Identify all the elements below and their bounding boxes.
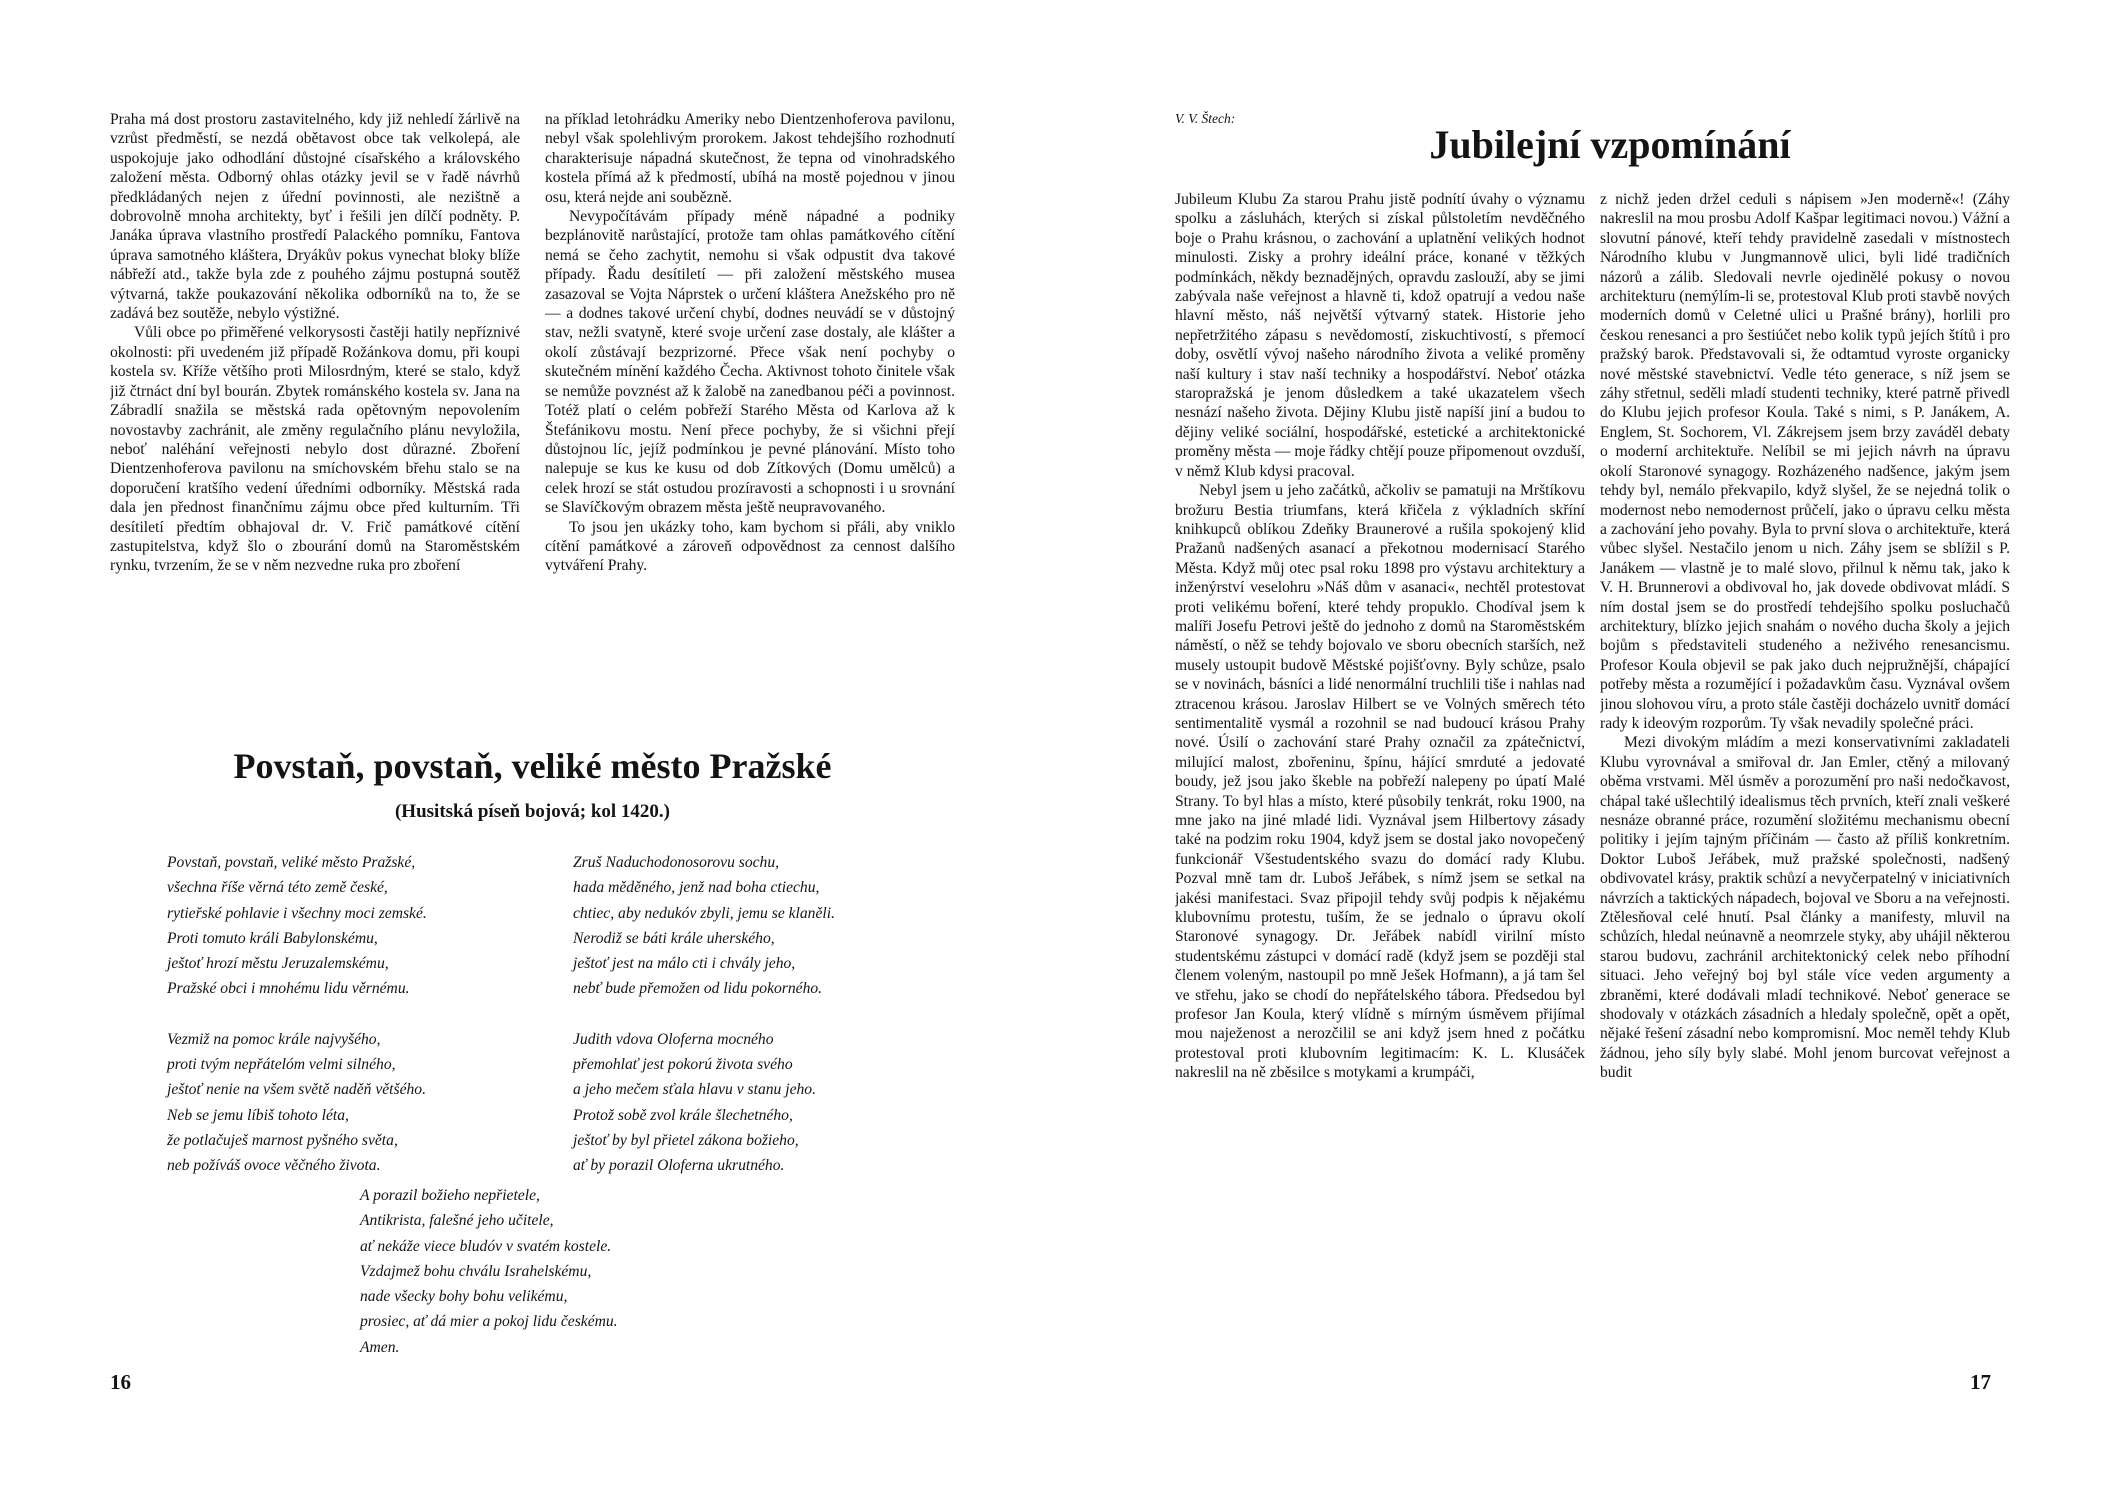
poem-final-stanza [360,1183,618,1360]
poem-line: Povstaň, povstaň, veliké město Pražské, [167,854,416,871]
poem-line: A porazil božieho nepřietele, [360,1187,540,1204]
poem-line: všechna říše věrná této země české, [167,879,388,897]
poem-line: ještoť hrozí městu Jeruzalemskému, [167,955,389,973]
paragraph: Mezi divokým mládím a mezi konservativními zakladateli Klubu vyrovnával a smiřoval dr. Jan Emler, ctěný a milovaný oběma vrstvami. Měl úsměv a porozumění pro naši nedočkavost, chápal také ušlechtilý idealismus těch prvních, kteří znali veškeré nesnáze obranné práce, rozumění složitému mechanismu obecní politiky i jejím tajným příčinám — často až příliš konkretním. Doktor Luboš Jeřábek, muž pražské společnosti, nadšený obdivovatel krásy, praktik schůzí a nevyčerpatelný v iniciativních návrzích a taktických nápadech, bojoval ve Sboru a na veřejnosti. Ztělesňoval celé hnutí. Psal články a manifesty, mluvil na schůzích, hledal neúnavně a neomrzele styky, aby uhájil některou starou budovu, zachránil architektonický celek nebo příhodní situaci. Jeho veřejný boj byl stále více veden argumenty a zbraněmi, které dodávali mladí technikové. Neboť generace se shodovaly v otázkách zásadních a hledaly společně, opět a opět, nějaké řešení zásadní nebo kompromisní. Moc neměl tehdy Klub žádnou, jeho síly byly slabé. Mohl jenom burcovat veřejnost a budit [1600,734,2010,1082]
paragraph: na příklad letohrádku Ameriky nebo Dientzenhoferova pavilonu, nebyl však spolehlivým prorokem. Jakost tehdejšího rozhodnutí charakterisuje nápadná skutečnost, že tepna od vinohradského kostela přímá až k předmostí, ubíhá na mostě pojednou v jinou osu, která nejde ani soubězně. [545,111,955,206]
poem-line: ještoť nenie na všem světě naděň většého. [167,1081,426,1099]
paragraph: z nichž jeden držel ceduli s nápisem »Jen moderně«! (Záhy nakreslil na mou prosbu Adolf Kašpar legitimaci novou.) Vážní a slovutní pánové, kteří tehdy pravidelně zasedali v místnostech Národního klubu v Jungmannově ulici, byli lidé tradičních názorů a zálib. Sledovali nevrle ojedinělé pokusy o novou architekturu (nemýlím-li se, protestoval Klub proti stavbě nových moderních domů v Celetné ulici u Prašné brány), horlili pro českou renesanci a pro šestiúčet nebo kolik typů jejích štítů i pro pražský barok. Představovali si, že odtamtud vyroste organicky nové městské stavebnictví. Vedle této generace, s níž jsem se záhy střetnul, seděli mladí studenti techniky, které patrně přivedl do Klubu jejich profesor Koula. Také s nimi, s P. Janákem, A. Englem, St. Sochorem, Vl. Zákrejsem jsem brzy zaváděl debaty o moderní architektuře. Nelíbil se mi jejich návrh na úpravu okolí Staronové synagogy. Rozházeného nadšence, jakým jsem tehdy byl, nemálo překvapilo, když slyšel, že se nejedná tolik o modernost nebo nemodernost průčelí, jako o úpravu celku města a zachování jeho povahy. Byla to první slova o architektuře, která vůbec slyšel. Nestačilo jenom u nich. Záhy jsem se sblížil s P. Janákem — vlastně je to malé slovo, přilnul k němu tak, jako k V. H. Brunnerovi a obdivoval ho, jak dovede obdivovat mládí. S ním dostal jsem se do prostředí tehdejšího spolku posluchačů architektury, blízko jejich snahám o nového ducha školy a jejich bojům s představiteli studeného a neživého renesancismu. Profesor Koula objevil se pak jako duch nejpružnější, chápající potřeby města a rozumějící i požadavkům času. Vyznával ovšem jinou slohovou víru, a proto stále častěji docházelo uvnitř domácí rady k ideovým rozporům. Ty však nevadily společné práci. [1600,191,2010,732]
poem-line: ještoť jest na málo cti i chvály jeho, [573,955,796,973]
left-column-1 [110,110,520,722]
poem-line: Nerodiž se báti krále uherského, [573,929,775,947]
paragraph: Vůli obce po přiměřené velkorysosti častěji hatily nepříznivé okolnosti: při uvedeném již případě Rožánkova domu, při koupi kostela sv. Kříže většího proti Milosrdným, které se stalo, když již čtrnáct dní byl bourán. Zbytek románského kostela sv. Jana na Zábradlí snažila se městská rada opětovným nepovolením novostavby zachránit, ale změny regulačního plánu nevyložila, neboť naléhání veřejnosti nebylo dost důrazné. Zboření Dientzenhoferova pavilonu na smíchovském břehu stalo se na doporučení kratšího vedení úředními odborníky. Městská rada dala jen přednost finančnímu zájmu obce před kulturním. Tři desítiletí předtím obhajoval dr. V. Frič památkové cítění zastupitelstva, když šlo o zbourání domů na Staroměstském rynku, tvrzením, že se v něm nezvedne ruka pro zboření [110,324,520,575]
poem-line: proti tvým nepřátelóm velmi silného, [167,1056,396,1074]
poem-line: ještoť by byl přietel zákona božieho, [573,1131,799,1149]
page-number-left: 16 [110,1370,131,1394]
poem-line: nebť bude přemožen od lidu pokorného. [573,980,823,998]
author-byline: V. V. Štech: [1175,111,1236,126]
poem-line: Vzdajmež bohu chválu Israhelskému, [360,1262,592,1280]
poem-title: Povstaň, povstaň, veliké město Pražské [233,746,832,786]
poem-line: Proti tomuto králi Babylonskému, [167,929,378,947]
poem-line: Antikrista, falešné jeho učitele, [360,1212,554,1230]
poem-line: chtiec, aby nedukóv zbyli, jemu se klaněli. [573,904,835,922]
article-title: Jubilejní vzpomínání [1429,122,1791,167]
poem-line: že potlačuješ marnost pyšného světa, [167,1131,398,1149]
poem-line: Judith vdova Oloferna mocného [573,1030,774,1048]
poem-stanza [573,1027,835,1179]
poem-line: a jeho mečem sťala hlavu v stanu jeho. [573,1081,816,1099]
left-column-2 [545,110,955,722]
poem-stanza [167,850,427,1002]
poem-line: Vezmiž na pomoc krále najvyšého, [167,1030,381,1048]
paragraph: Nevypočítávám případy méně nápadné a podniky bezplánovitě narůstající, protože tam ohlas památkového cítění nemá se čeho zachytit, nemohu si však odpustit dva takové případy. Řadu desítiletí — při založení městského musea zasazoval se Vojta Náprstek o určení kláštera Anežského pro ně — a dodnes takové určení chybí, dodnes neuvádí se v důstojný stav, nežli svatyně, které svoje určení zase dostaly, ale klášter a okolí zůstávají bezprizorné. Přece však není pochyby o skutečném mínění každého Čecha. Aktivnost tohoto činitele však se nemůže povznést až k žalobě na zanedbanou péči a povinnost. Totéž platí o celém pobřeží Starého Města od Karlova až k Štefánikovu mostu. Není přece pochyby, že si všichni přejí důstojnou líc, jejíž podmínkou je pevné plánování. Místo toho nalepuje se kus ke kusu od dob Zítkových (Domu umělců) a celek hrozí se stát ostudou prozíravosti a schopnosti i u srovnání se Slavíčkovým obrazem města ještě neupravovaného. [545,208,955,517]
paragraph: Nebyl jsem u jeho začátků, ačkoliv se pamatuji na Mrštíkovu brožuru Bestia triumfans, která křičela z výkladních skříní knihkupců oblíkou Zdeňky Braunerové a rušila spokojený klid Pražanů nadšených asanací a překotnou modernisací Starého Města. Když můj otec psal roku 1898 pro výstavu architektury a inženýrství veselohru »Náš dům v asanaci«, nechtěl protestovat proti velikému boření, které tehdy propuklo. Chodíval jsem k malíři Josefu Petrovi ještě do jednoho z domů na Staroměstském náměstí, o něž se tehdy bojovalo ve sboru obecních starších, než musely ustoupit budově Městské pojišťovny. Byly schůze, psalo se v novinách, básníci a lidé nenormální truchlili tiše i nahlas nad ztracenou krásou. Jaroslav Hilbert se ve Volných směrech této sentimentalitě vysmál a rozohnil se nad budoucí krásou Prahy nové. Úsilí o zachování staré Prahy označil za zpátečnictví, milující malost, zbořeninu, špínu, hájící smrduté a jedovaté boudy, jež jsou jako škeble na pobřeží nalepeny po úpatí Malé Strany. To byl hlas a místo, které působily tenkrát, roku 1900, na mne jako na jiné mladé lidi. Vyznával jsem Hilbertovy zásady také na podzim roku 1904, když jsem se dostal jako novopečený funkcionář Všestudentského svazu do domácí rady Klubu. Pozval mně tam dr. Luboš Jeřábek, s nímž jsem se setkal na jakési manifestaci. Svaz připojil tehdy svůj podpis k nějakému klubovnímu protestu, tuším, že se jednalo o úpravu okolí Staronové synagogy. Dr. Jeřábek nabídl virilní místo studentskému zástupci v domácí radě (když jsem se později stal členem voleným, nastoupil po mně Ješek Hofmann), a já tam šel ve střehu, jako se chodí do nepřátelského tábora. Předsedou byl profesor Jan Koula, který vlídně s mírným úsměvem přijímal mou naježenost a nerozčilil se ani když jsem hned z počátku protestoval proti klubovním legitimacím: K. L. Klusáček nakreslil na ně zběsilce s motykami a krumpáči, [1175,482,1585,1082]
poem-line: Amen. [360,1338,400,1356]
poem-line: Protož sobě zvol krále šlechetného, [573,1106,793,1124]
poem-line: přemohlať jest pokorú života svého [573,1056,793,1074]
poem-line: Pražské obci i mnohému lidu věrnému. [167,980,410,998]
paragraph: Praha má dost prostoru zastavitelného, kdy již nehledí žárlivě na vzrůst předměstí, se nezdá obětavost obce tak velkolepá, ale uspokojuje jako odhodlání důstojné císařského a královského založení města. Odborný ohlas otázky jevil se v řadě návrhů předkládaných nejen z úřední povinnosti, ale nezištně a dobrovolně mnoha architekty, byť i řešili jen dílčí podněty. P. Janáka úprava vlastního prostředí Palackého pomníku, Fantova úprava samotného kláštera, Dryákův pokus vynechat bloky blíže nábřeží atd., takže byla zde z pouhého zájmu postupná soutěž výtvarná, takže poukazování několika odborníků na to, že se zadává bez soutěže, nebylo výstižné. [110,111,520,323]
poem-stanza [167,1027,427,1179]
poem-line: rytieřské pohlavie i všechny moci zemské. [167,904,427,922]
poem-line: Neb se jemu líbiš tohoto léta, [167,1106,349,1124]
right-column-1 [1175,190,1585,1350]
poem-right-column [573,850,835,1204]
page-number-right: 17 [1970,1370,1991,1394]
poem-line: nade všecky bohy bohu velikému, [360,1288,568,1306]
poem-stanza [573,850,835,1002]
poem-subtitle: (Husitská píseň bojová; kol 1420.) [394,801,671,822]
poem-line: ať nekáže viece bludóv v svatém kostele. [360,1237,612,1255]
right-column-2 [1600,190,2010,1350]
paragraph: Jubileum Klubu Za starou Prahu jistě podnítí úvahy o významu spolku a zásluhách, kterých si získal půlstoletím nevděčného boje o Prahu krásnou, o zachování a uplatnění velikých hodnot minulosti. Zisky a prohry ideální práce, konané v těžkých podmínkách, někdy beznadějných, opravdu zaslouží, aby se jimi zabývala naše veřejnost a hlavně ti, kdož opatrují a vedou naše hlavní město, náš největší výtvarný statek. Historie jeho nepřetržitého zápasu s nevědomostí, ziskuchtivostí, s přemocí doby, osvětlí vývoj našeho národního života a veliké proměny naší kultury i stav naší techniky a hospodářství. Neboť otázka staropražská je jenom důsledkem a také ukazatelem všech nesnází našeho života. Dějiny Klubu jistě napíší jiní a budou to dějiny veliké sociální, hospodářské, estetické a architektonické proměny města — moje řádky chtějí pouze připomenout ovzduší, v němž Klub kdysi pracoval. [1175,191,1585,480]
poem-line: neb požíváš ovoce věčného života. [167,1157,381,1175]
poem-line: ať by porazil Oloferna ukrutného. [573,1157,785,1175]
poem-line: Zruš Naduchodonosorovu sochu, [573,854,780,871]
poem-line: prosiec, ať dá mier a pokoj lidu českému. [360,1313,618,1331]
poem-line: hada měděného, jenž nad boha ctiechu, [573,879,820,897]
poem-left-column [167,850,427,1204]
paragraph: To jsou jen ukázky toho, kam bychom si přáli, aby vniklo cítění památkové a zároveň odpovědnost za cennost dalšího vytváření Prahy. [545,518,955,575]
